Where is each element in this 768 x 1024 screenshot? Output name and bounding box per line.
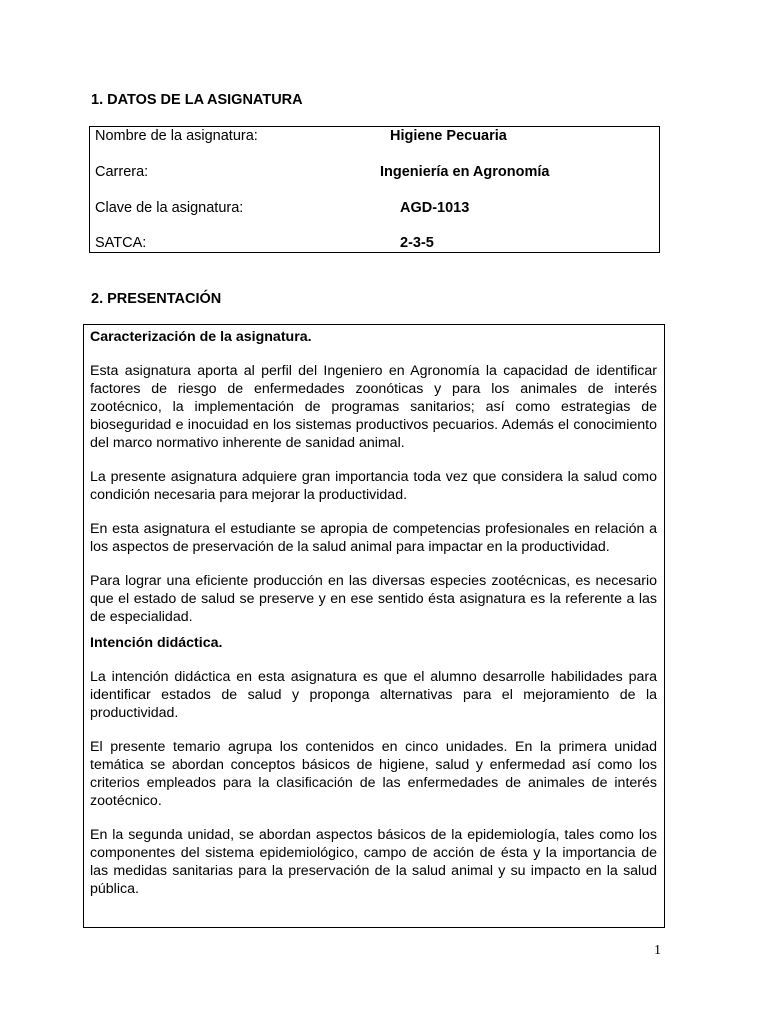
course-info-row <box>90 200 659 220</box>
paragraph: La presente asignatura adquiere gran importancia toda vez que considera la salud como condición necesaria para mejorar la productividad. <box>90 469 657 503</box>
course-info-row <box>90 164 659 184</box>
course-name-value: Higiene Pecuaria <box>390 128 507 144</box>
paragraph: En la segunda unidad, se abordan aspectos básicos de la epidemiología, tales como los componentes del sistema epidemiológico, campo de acción de ésta y la importancia de las medidas sanitarias para la preservación de la salud animal y su impacto en la salud pública. <box>90 827 657 897</box>
caracterizacion-title: Caracterización de la asignatura. <box>90 329 312 345</box>
presentation-box <box>83 324 665 928</box>
paragraph: Para lograr una eficiente producción en las diversas especies zootécnicas, es necesario que el estado de salud se preserve y en ese sentido ésta asignatura es la referente a las de especialidad. <box>90 573 657 625</box>
intencion-title: Intención didáctica. <box>90 635 223 651</box>
course-code-value: AGD-1013 <box>400 200 470 216</box>
paragraph: La intención didáctica en esta asignatura es que el alumno desarrolle habilidades para identificar estados de salud y proponga alternativas para el mejoramiento de la productividad. <box>90 669 657 721</box>
career-label: Carrera: <box>95 164 149 180</box>
section-heading-datos: 1. DATOS DE LA ASIGNATURA <box>91 92 303 108</box>
satca-label: SATCA: <box>95 235 147 251</box>
paragraph: En esta asignatura el estudiante se apropia de competencias profesionales en relación a los aspectos de preservación de la salud animal para impactar en la productividad. <box>90 521 657 555</box>
course-info-row <box>90 128 659 148</box>
career-value: Ingeniería en Agronomía <box>380 164 550 180</box>
course-info-table <box>89 126 660 253</box>
course-code-label: Clave de la asignatura: <box>95 200 244 216</box>
course-info-row <box>90 235 659 255</box>
satca-value: 2-3-5 <box>400 235 434 251</box>
course-name-label: Nombre de la asignatura: <box>95 128 258 144</box>
section-heading-presentacion: 2. PRESENTACIÓN <box>91 291 222 307</box>
paragraph: El presente temario agrupa los contenidos en cinco unidades. En la primera unidad temática se abordan conceptos básicos de higiene, salud y enfermedad así como los criterios empleados para la clasificación de las enfermedades de animales de interés zootécnico. <box>90 739 657 809</box>
paragraph: Esta asignatura aporta al perfil del Ingeniero en Agronomía la capacidad de identificar factores de riesgo de enfermedades zoonóticas y para los animales de interés zootécnico, la implementación de programas sanitarios; así como estrategias de bioseguridad e inocuidad en los sistemas productivos pecuarios. Además el conocimiento del marco normativo inherente de sanidad animal. <box>90 363 657 451</box>
page-number: 1 <box>654 943 661 958</box>
